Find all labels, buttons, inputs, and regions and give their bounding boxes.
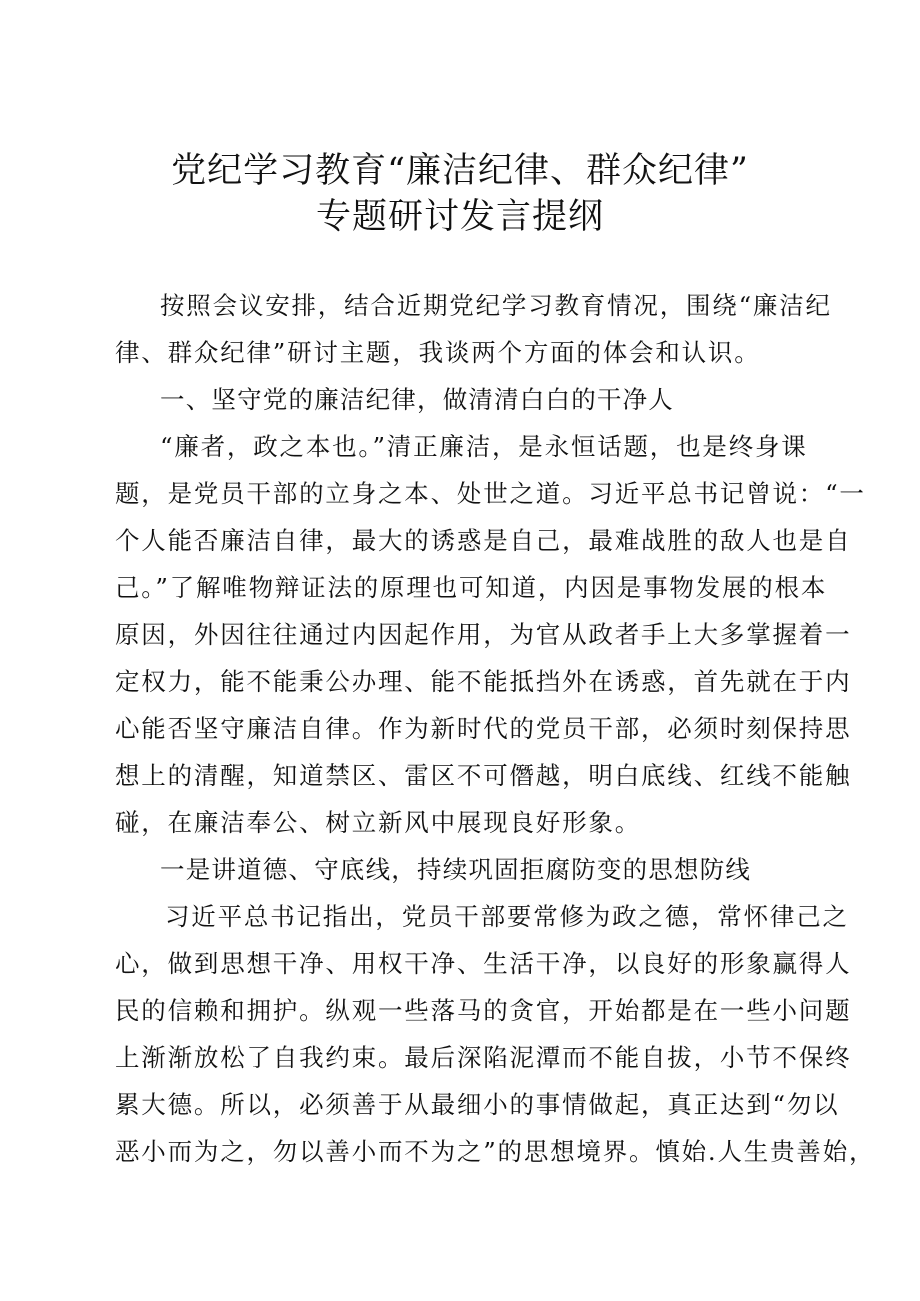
body-line: “廉者，政之本也。”清正廉洁，是永恒话题，也是终身课 [160,432,808,461]
title-line-1: 党纪学习教育“廉洁纪律、群众纪律” [171,151,749,191]
body-line: 按照会议安排，结合近期党纪学习教育情况，围绕“廉洁纪 [160,291,832,320]
subsection-heading-1: 一是讲道德、守底线，持续巩固拒腐防变的思想防线 [160,855,752,884]
body-line: 恶小而为之，勿以善小而不为之”的思想境界。慎始.人生贵善始， [115,1137,876,1166]
body-line: 心能否坚守廉洁自律。作为新时代的党员干部，必须时刻保持思 [115,714,852,743]
title-line-2: 专题研讨发言提纲 [315,197,604,237]
body-line: 题，是党员干部的立身之本、处世之道。习近平总书记曾说：“一 [115,479,866,508]
body-line: 上渐渐放松了自我约束。最后深陷泥潭而不能自拔，小节不保终 [115,1043,852,1072]
body-line: 心，做到思想干净、用权干净、生活干净，以良好的形象赢得人 [115,949,852,978]
document-body [115,282,876,1175]
body-line: 民的信赖和拥护。纵观一些落马的贪官，开始都是在一些小问题 [115,996,852,1025]
body-line: 原因，外因往往通过内因起作用，为官从政者手上大多掌握着一 [115,620,852,649]
section-heading-1: 一、坚守党的廉洁纪律，做清清白白的干净人 [160,385,674,414]
body-line: 个人能否廉洁自律，最大的诱惑是自己，最难战胜的敌人也是自 [115,526,852,555]
body-line: 习近平总书记指出，党员干部要常修为政之德，常怀律己之 [165,902,849,931]
body-line: 碰，在廉洁奉公、树立新风中展现良好形象。 [115,808,641,837]
body-line: 累大德。所以，必须善于从最细小的事情做起，真正达到“勿以 [115,1090,840,1119]
body-line: 定权力，能不能秉公办理、能不能抵挡外在诱惑，首先就在于内 [115,667,852,696]
body-line: 己。”了解唯物辩证法的原理也可知道，内因是事物发展的根本 [115,573,828,602]
body-line: 想上的清醒，知道禁区、雷区不可僭越，明白底线、红线不能触 [115,761,852,790]
document-title [0,148,920,240]
body-line: 律、群众纪律”研讨主题，我谈两个方面的体会和认识。 [115,338,761,367]
